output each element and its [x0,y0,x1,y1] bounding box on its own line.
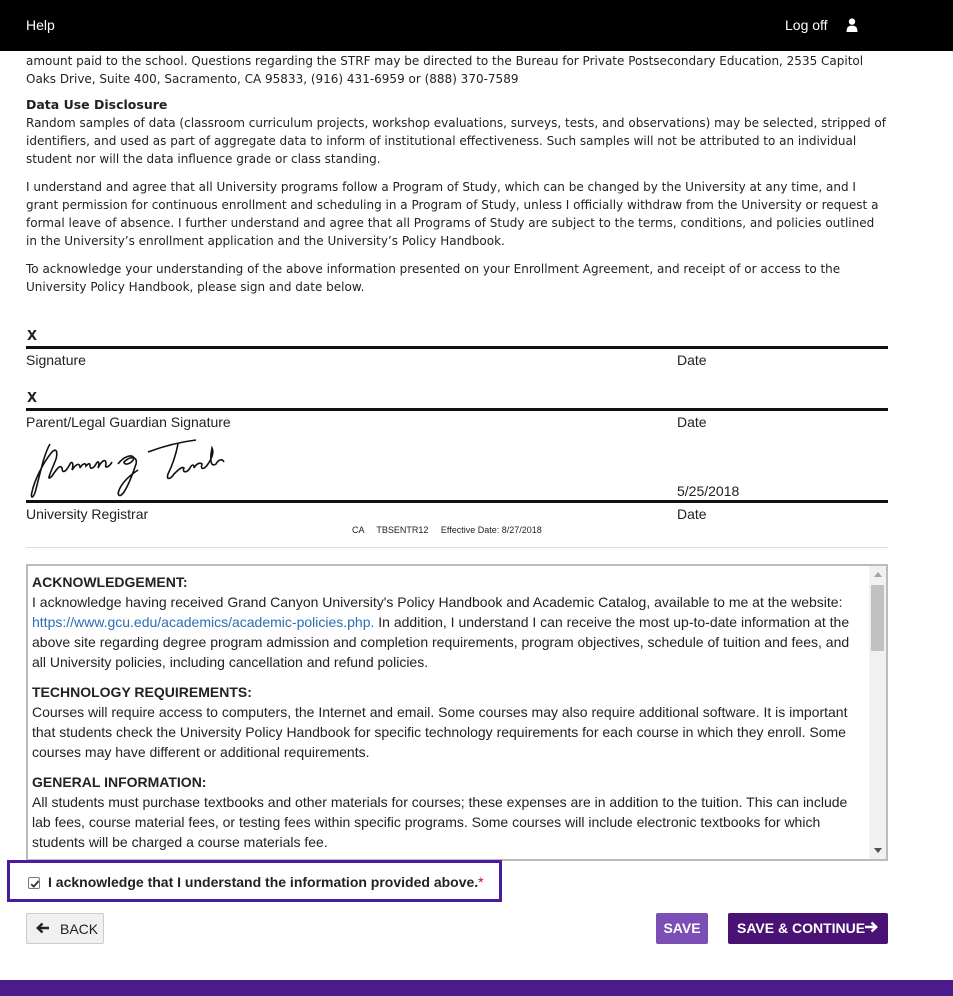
policy-scroll-box[interactable] [26,564,888,861]
acknowledgement-paragraph [32,592,860,672]
checkmark-icon [29,878,41,890]
parent-signature-x-mark: X [27,391,38,406]
strf-paragraph: amount paid to the school. Questions regarding the STRF may be directed to the Bureau for Private Postsecondary Education, 2535 Capitol Oaks Drive, Suite 400, Sacramento, CA 95833, (916) 431-6959 or (888) 370-7589 [26,54,864,86]
save-and-continue-button[interactable] [728,913,888,944]
registrar-signature-line [26,500,888,503]
agreement-document [26,52,888,306]
acknowledge-checkbox[interactable] [28,877,40,889]
acknowledge-checkbox-container [7,860,502,902]
policy-content [32,572,860,861]
save-button[interactable]: SAVE [656,913,708,944]
registrar-signature-label: University Registrar [26,506,149,522]
arrow-left-icon [36,922,50,934]
policy-scrollbar[interactable] [869,566,886,859]
program-of-study-paragraph: I understand and agree that all University programs follow a Program of Study, which can be changed by the University at any time, and I grant permission for continuous enrollment and scheduling in a Program of Study, unless I officially withdraw from the University or request a formal leave of absence. I further understand and agree that all Programs of Study are subject to the terms, conditions, and policies outlined in the University’s enrollment application and the University’s Policy Handbook. [26,180,879,248]
document-footer-meta: CA TBSENTR12 Effective Date: 8/27/2018 [352,525,542,535]
arrow-right-icon [864,921,878,933]
save-and-continue-label: SAVE & CONTINUE [737,920,866,936]
bottom-bar [0,980,953,996]
data-use-heading: Data Use Disclosure [26,97,168,112]
acknowledge-label-text: I acknowledge that I understand the information provided above. [48,874,479,890]
required-mark: * [478,874,484,890]
acknowledgement-text: I acknowledge having received Grand Canyon University's Policy Handbook and Academic Catalog, available to me at the website: [32,594,843,610]
divider [26,547,888,548]
signature-line [26,346,888,349]
registrar-date-value: 5/25/2018 [677,483,740,499]
scroll-down-arrow-icon[interactable] [869,842,886,859]
policies-link[interactable]: https://www.gcu.edu/academics/academic-policies.php. [32,614,375,630]
technology-paragraph: Courses will require access to computers, the Internet and email. Some courses may also require additional software. It is important that students check the University Policy Handbook for specific technology requirements for each course in which they enroll. Some courses may have different or additional requirements. [32,704,848,760]
help-link[interactable]: Help [26,17,55,33]
registrar-signature-image [28,434,228,502]
parent-signature-line [26,408,888,411]
technology-heading: TECHNOLOGY REQUIREMENTS: [32,684,252,700]
back-button-label: BACK [60,921,99,937]
scrollbar-thumb[interactable] [871,585,884,651]
acknowledge-paragraph: To acknowledge your understanding of the above information presented on your Enrollment Agreement, and receipt of or access to the University Policy Handbook, please sign and date below. [26,262,841,294]
signature-date-label: Date [677,352,707,368]
signature-label: Signature [26,352,86,368]
data-use-paragraph: Random samples of data (classroom curriculum projects, workshop evaluations, surveys, tests, and observations) may be selected, stripped of identifiers, and used as part of aggregate data to inform of institutional effectiveness. Such samples will not be attributed to an individual student nor will the data influence grade or class standing. [26,116,886,166]
general-information-paragraph: All students must purchase textbooks and other materials for courses; these expenses are in addition to the tuition. This can include lab fees, course material fees, or testing fees within specific programs. Some courses will include electronic textbooks for which students will be charged a course materials fee. [32,794,848,850]
parent-signature-label: Parent/Legal Guardian Signature [26,414,231,430]
acknowledgement-heading: ACKNOWLEDGEMENT: [32,574,188,590]
registrar-date-label: Date [677,506,707,522]
user-icon[interactable] [846,18,858,32]
acknowledgement-text-continued: In addition, I understand I can receive the most up-to-date information at the above site regarding degree program admission and completion requirements, program objectives, schedule of tuition and fees, and all University policies, including cancellation and refund policies. [32,614,850,670]
back-button[interactable] [26,913,104,944]
signature-x-mark: X [27,329,38,344]
general-information-heading: GENERAL INFORMATION: [32,774,207,790]
parent-date-label: Date [677,414,707,430]
top-navbar [0,0,953,51]
logoff-link[interactable]: Log off [785,17,828,33]
scroll-up-arrow-icon[interactable] [869,566,886,583]
acknowledge-checkbox-label[interactable] [48,874,484,890]
